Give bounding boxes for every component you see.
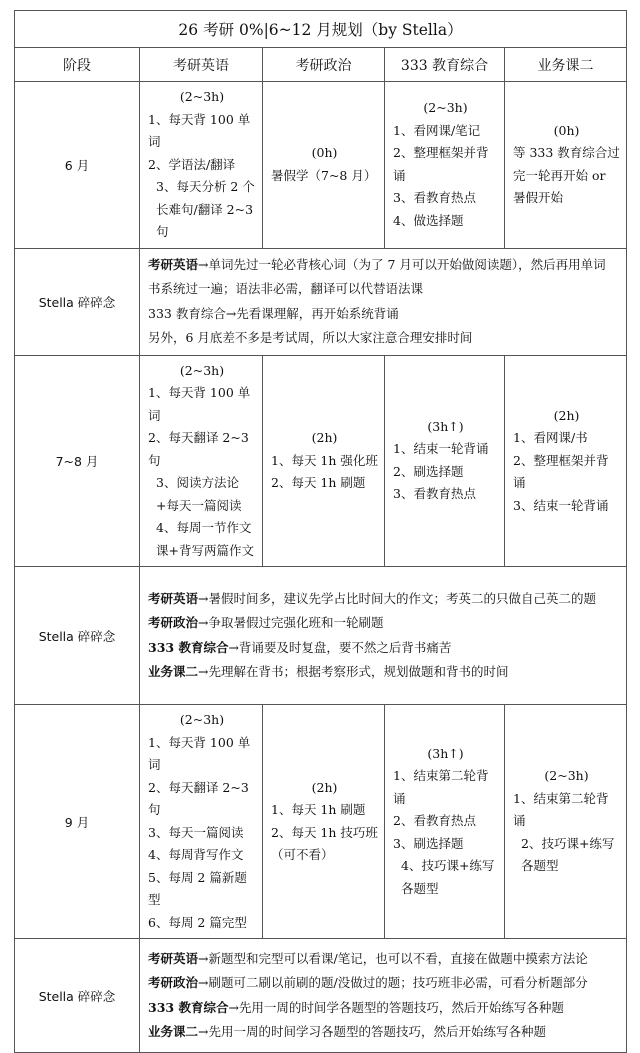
- cell-education: [385, 82, 505, 249]
- stage-label: 9 月: [15, 705, 140, 939]
- note-text: →先理解在背书；根据考察形式，规划做题和背书的时间: [198, 664, 509, 679]
- note-subject-label: 业务课二: [148, 664, 199, 679]
- note-row: [15, 567, 627, 705]
- note-subject-label: 考研政治: [148, 615, 199, 630]
- task-item: 4、技巧课+练写各题型: [401, 858, 495, 896]
- task-item: 2、每天翻译 2~3 句: [148, 430, 249, 468]
- note-stage-label: Stella 碎碎念: [15, 248, 140, 355]
- note-text: →先用一周的时间学各题型的答题技巧，然后开始练写各种题: [228, 999, 564, 1015]
- hours-label: (2h): [311, 430, 338, 445]
- note-line: [148, 587, 618, 612]
- header-english: 考研英语: [140, 48, 263, 82]
- note-line: [148, 302, 618, 327]
- note-text: →暑假时间多，建议先学占比时间大的作文；考英二的只做自己英二的题: [198, 590, 596, 606]
- note-subject-label: 考研政治: [148, 975, 199, 990]
- task-item: 暑假学（7~8 月）: [271, 167, 377, 183]
- task-item: 3、结束一轮背诵: [513, 497, 609, 513]
- task-item: 1、结束第二轮背诵: [513, 790, 609, 829]
- header-major-two: 业务课二: [505, 48, 627, 82]
- page-title: 26 考研 0%|6~12 月规划（by Stella）: [15, 11, 627, 48]
- hours-label: (2~3h): [423, 100, 468, 116]
- note-row: [15, 939, 627, 1053]
- hours-label: (0h): [311, 145, 338, 161]
- note-text: →新题型和完型可以看课/笔记，也可以不看，直接在做题中摸索方法论: [198, 950, 588, 966]
- task-item: 1、每天背 100 单词: [148, 734, 251, 772]
- schedule-row: [15, 705, 627, 939]
- task-item: 3、看教育热点: [393, 486, 476, 502]
- hours-label: (2~3h): [179, 712, 225, 727]
- note-text: →单词先过一轮必背核心词（为了 7 月可以开始做阅读题），然后再用单词书系统过一遍；语法非必需，翻译可以代替语法课: [148, 256, 606, 296]
- hours-label: (3h↑): [427, 418, 464, 434]
- note-stage-label: Stella 碎碎念: [15, 567, 140, 705]
- cell-english: [140, 705, 263, 939]
- hours-label: (2~3h): [179, 89, 225, 104]
- note-line: [148, 971, 618, 996]
- cell-education: [385, 355, 505, 567]
- note-content: [140, 248, 627, 355]
- note-line: [148, 1020, 618, 1045]
- task-item: 2、整理框架并背诵: [393, 145, 489, 183]
- cell-politics: [263, 355, 385, 567]
- note-line: [148, 947, 618, 972]
- task-item: 2、看教育热点: [393, 813, 476, 829]
- header-row: [15, 48, 627, 82]
- task-item: 6、每周 2 篇完型: [148, 914, 247, 930]
- cell-major-two: [505, 705, 627, 939]
- note-subject-label: 333 教育综合: [148, 999, 229, 1015]
- task-item: 2、整理框架并背诵: [513, 452, 609, 490]
- hours-label: (2~3h): [179, 362, 225, 378]
- note-subject-label: 考研英语: [148, 950, 199, 966]
- task-item: 4、每周背写作文: [148, 847, 244, 862]
- note-line: [148, 636, 618, 661]
- task-item: 1、每天 1h 刷题: [271, 802, 366, 817]
- stage-label: 6 月: [15, 82, 140, 249]
- note-text: →背诵要及时复盘，要不然之后背书痛苦: [228, 639, 452, 655]
- task-item: 4、每周一节作文课+背写两篇作文: [156, 520, 254, 558]
- task-item: 1、每天 1h 强化班: [271, 452, 378, 468]
- task-item: 1、看网课/笔记: [393, 122, 481, 138]
- note-subject-label: 333 教育综合: [148, 639, 229, 655]
- header-stage: 阶段: [15, 48, 140, 82]
- task-item: 3、每天一篇阅读: [148, 824, 244, 840]
- task-item: 2、学语法/翻译: [148, 156, 236, 172]
- note-row: [15, 248, 627, 355]
- task-item: 3、每天分析 2 个长难句/翻译 2~3 句: [156, 179, 255, 239]
- note-text: →刷题可二刷以前刷的题/没做过的题；技巧班非必需，可看分析题部分: [198, 975, 588, 990]
- hours-label: (2~3h): [544, 768, 589, 784]
- cell-english: [140, 82, 263, 249]
- task-item: 2、每天 1h 技巧班: [271, 824, 378, 840]
- note-subject-label: 业务课二: [148, 1024, 199, 1039]
- task-item: 1、每天背 100 单词: [148, 385, 251, 423]
- note-stage-label: Stella 碎碎念: [15, 939, 140, 1053]
- note-line: [148, 611, 618, 636]
- cell-english: [140, 355, 263, 567]
- plan-table: [14, 10, 627, 1053]
- hours-label: (3h↑): [427, 745, 464, 761]
- task-item: 2、每天翻译 2~3 句: [148, 779, 249, 817]
- note-text: 333 教育综合→先看课理解，再开始系统背诵: [148, 305, 399, 321]
- cell-politics: [263, 82, 385, 249]
- task-item: 5、每周 2 篇新题型: [148, 869, 247, 907]
- task-item: 3、刷选择题: [393, 835, 464, 851]
- task-item: 2、刷选择题: [393, 463, 464, 479]
- schedule-row: [15, 82, 627, 249]
- task-item: 4、做选择题: [393, 212, 464, 228]
- note-content: [140, 939, 627, 1053]
- schedule-row: [15, 355, 627, 567]
- note-subject-label: 考研英语: [148, 590, 199, 606]
- hours-label: (2h): [311, 779, 338, 795]
- task-item: 3、看教育热点: [393, 190, 476, 206]
- hours-label: (0h): [553, 122, 580, 138]
- header-politics: 考研政治: [263, 48, 385, 82]
- note-subject-label: 考研英语: [148, 256, 199, 272]
- task-item: （可不看）: [271, 847, 334, 862]
- task-item: 1、结束一轮背诵: [393, 441, 489, 457]
- note-line: [148, 660, 618, 685]
- task-item: 1、每天背 100 单词: [148, 111, 251, 149]
- note-content: [140, 567, 627, 705]
- cell-major-two: [505, 82, 627, 249]
- task-item: 3、阅读方法论+每天一篇阅读: [156, 475, 242, 513]
- note-text: 另外，6 月底差不多是考试周，所以大家注意合理安排时间: [148, 330, 473, 345]
- note-text: →先用一周的时间学习各题型的答题技巧，然后开始练写各种题: [198, 1024, 546, 1039]
- cell-education: [385, 705, 505, 939]
- task-item: 1、结束第二轮背诵: [393, 768, 489, 806]
- note-line: [148, 996, 618, 1021]
- cell-major-two: [505, 355, 627, 567]
- hours-label: (2h): [553, 407, 580, 423]
- task-item: 等 333 教育综合过完一轮再开始 or 暑假开始: [513, 145, 620, 206]
- note-line: [148, 326, 618, 351]
- cell-politics: [263, 705, 385, 939]
- task-item: 2、技巧课+练写各题型: [521, 835, 615, 874]
- stage-label: 7~8 月: [15, 355, 140, 567]
- note-text: →争取暑假过完强化班和一轮刷题: [198, 615, 384, 630]
- task-item: 2、每天 1h 刷题: [271, 475, 366, 490]
- header-education: 333 教育综合: [385, 48, 505, 82]
- task-item: 1、看网课/书: [513, 430, 588, 445]
- note-line: [148, 253, 618, 302]
